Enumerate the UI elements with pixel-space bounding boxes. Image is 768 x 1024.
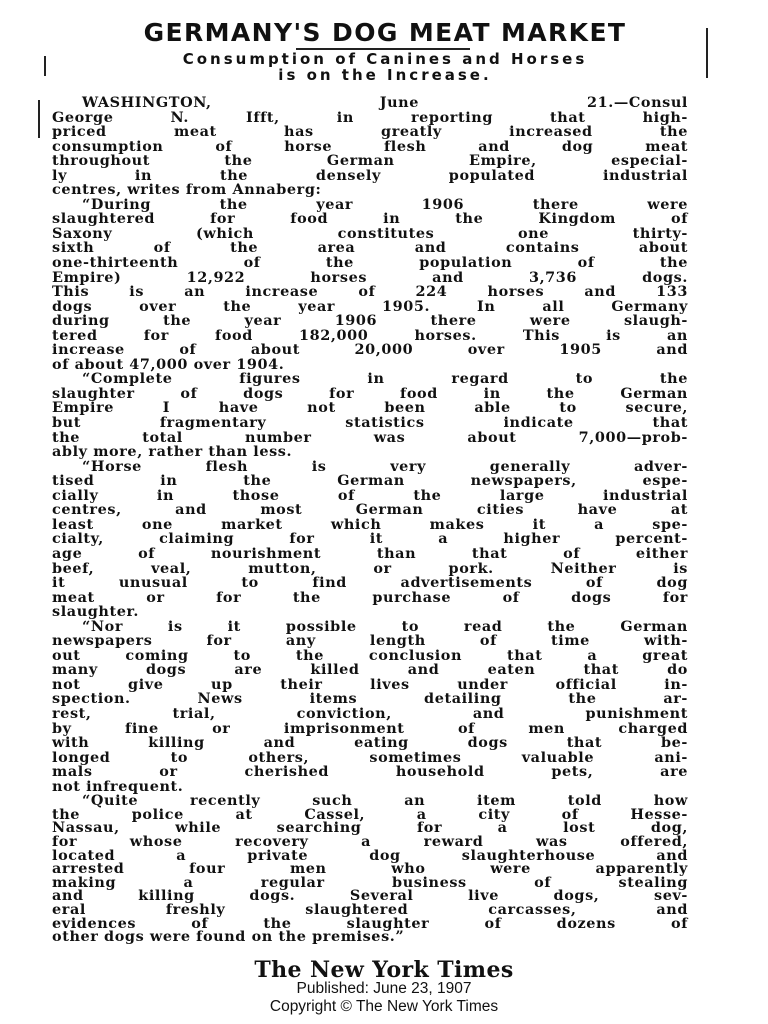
article-line: Nassau, while searching for a lost dog,	[52, 819, 688, 837]
article-line: priced meat has greatly increased the	[52, 123, 688, 141]
article-line: spection. News items detailing the ar-	[52, 690, 688, 708]
article-line: newspapers for any length of time with-	[52, 632, 688, 650]
article-line: not infrequent.	[52, 777, 184, 795]
article-line: ly in the densely populated industrial	[52, 166, 688, 184]
newspaper-masthead: The New York Times	[254, 957, 514, 983]
article-line: cialty, claiming for it a higher percent-	[52, 530, 688, 548]
article-line: consumption of horse flesh and dog meat	[52, 137, 688, 155]
article-line: dogs over the year 1905. In all Germany	[52, 297, 688, 315]
article-line: many dogs are killed and eaten that do	[52, 661, 688, 679]
article-line: evidences of the slaughter of dozens of	[52, 914, 688, 932]
article-line: out coming to the conclusion that a great	[52, 646, 688, 664]
subheadline-line-2: is on the Increase.	[278, 66, 492, 84]
headline: GERMANY'S DOG MEAT MARKET	[143, 18, 627, 47]
article-paragraph	[52, 195, 688, 373]
article-line: centres, and most German cities have at	[52, 501, 688, 519]
article-line: the police at Cassel, a city of Hesse-	[52, 805, 688, 823]
article-body	[52, 96, 688, 944]
article-line: “Horse flesh is very generally adver-	[82, 457, 688, 475]
article-line: making a regular business of stealing	[52, 873, 688, 891]
article-line: “Nor is it possible to read the German	[82, 617, 688, 635]
article-line: George N. Ifft, in reporting that high-	[52, 108, 688, 126]
article-line: it unusual to find advertisements of dog	[52, 574, 688, 592]
article-line: “During the year 1906 there were	[82, 195, 688, 213]
article-paragraph	[52, 96, 688, 198]
article-line: tered for food 182,000 horses. This is an	[52, 326, 688, 344]
article-line: slaughter.	[52, 603, 139, 621]
article-line: of about 47,000 over 1904.	[52, 355, 285, 373]
article-line: cially in those of the large industrial	[52, 486, 688, 504]
article-line: meat or for the purchase of dogs for	[52, 588, 688, 606]
article-line: slaughtered for food in the Kingdom of	[52, 210, 688, 228]
article-line: rest, trial, conviction, and punishment	[52, 704, 688, 722]
article-line: and killing dogs. Several live dogs, sev-	[52, 887, 688, 905]
copyright-notice: Copyright © The New York Times	[269, 998, 499, 1015]
article-line: other dogs were found on the premises.”	[52, 928, 405, 946]
article-line: not give up their lives under official in-	[52, 675, 688, 693]
article-line: “Quite recently such an item told how	[82, 792, 688, 810]
column-rule-left	[38, 100, 40, 138]
article-line: “Complete figures in regard to the	[82, 370, 688, 388]
article-line: least one market which makes it a spe-	[52, 515, 688, 533]
article-line: Empire I have not been able to secure,	[52, 399, 688, 417]
article-paragraph	[52, 794, 688, 944]
article-line: one-thirteenth of the population of the	[52, 254, 688, 272]
article-line: beef, veal, mutton, or pork. Neither is	[52, 559, 688, 577]
article-line: throughout the German Empire, especial-	[52, 152, 688, 170]
article-line: mals or cherished household pets, are	[52, 763, 688, 781]
article-line: increase of about 20,000 over 1905 and	[52, 341, 688, 359]
article-paragraph	[52, 372, 688, 459]
article-line: sixth of the area and contains about	[52, 239, 688, 257]
article-line: arrested four men who were apparently	[52, 860, 688, 878]
publication-date: Published: June 23, 1907	[296, 980, 472, 997]
article-paragraph	[52, 457, 688, 621]
article-line: slaughter of dogs for food in the German	[52, 384, 688, 402]
article-line: during the year 1906 there were slaugh-	[52, 312, 688, 330]
article-line: with killing and eating dogs that be-	[52, 734, 688, 752]
article-line: by fine or imprisonment of men charged	[52, 719, 688, 737]
article-line: for whose recovery a reward was offered,	[52, 833, 688, 851]
article-line: centres, writes from Annaberg:	[52, 181, 322, 199]
article-line: Saxony (which constitutes one thirty-	[52, 224, 688, 242]
article-line: ably more, rather than less.	[52, 443, 293, 461]
article-line: eral freshly slaughtered carcasses, and	[52, 901, 688, 918]
article-line: tised in the German newspapers, espe-	[52, 472, 688, 490]
article-line: Empire) 12,922 horses and 3,736 dogs.	[52, 268, 688, 286]
article-paragraph	[52, 617, 688, 795]
article-line: age of nourishment than that of either	[52, 544, 688, 562]
article-line: This is an increase of 224 horses and 133	[52, 283, 688, 301]
article-line: the total number was about 7,000—prob-	[52, 428, 688, 446]
article-line: longed to others, sometimes valuable ani-	[52, 748, 688, 766]
article-line: located a private dog slaughterhouse and	[52, 846, 688, 864]
article-line: but fragmentary statistics indicate that	[52, 414, 688, 432]
article-line: WASHINGTON, June 21.—Consul	[82, 94, 688, 111]
subheadline-line-1: Consumption of Canines and Horses	[182, 50, 588, 68]
